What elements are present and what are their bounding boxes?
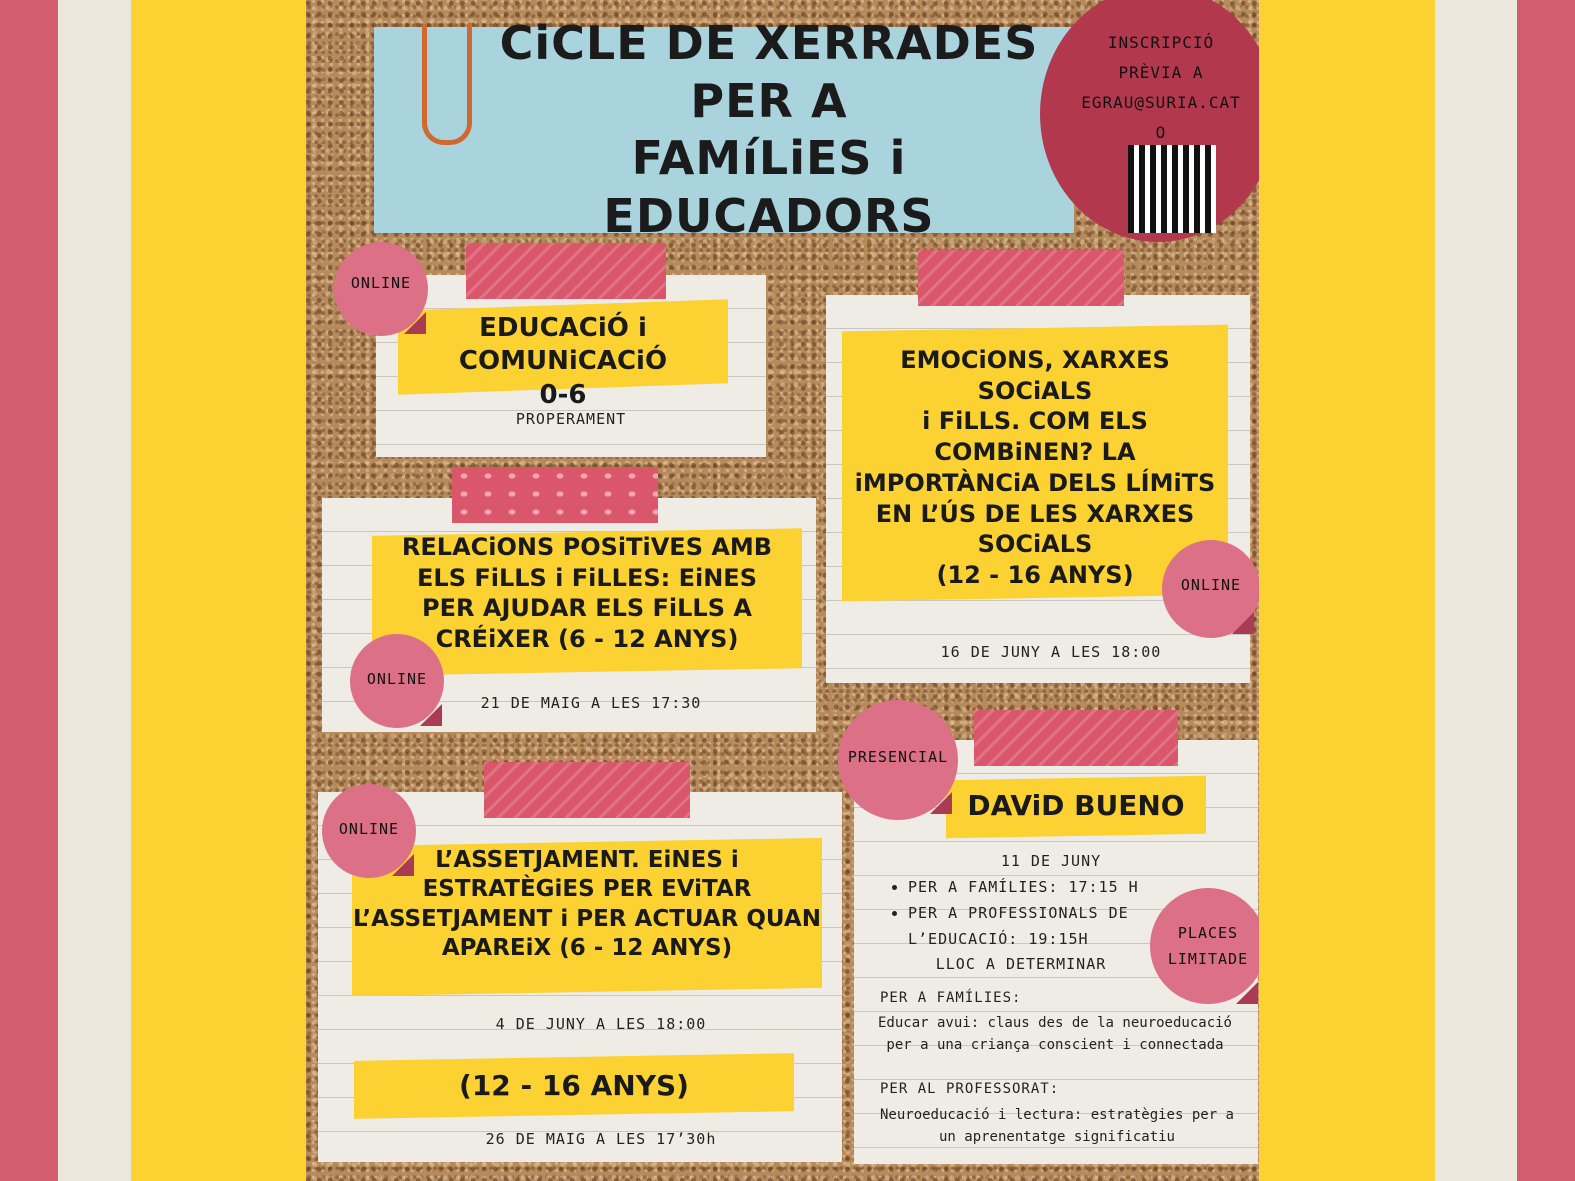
sticker-fold	[1232, 612, 1254, 634]
places-limited-label: PLACES LIMITADE	[1167, 924, 1249, 968]
teachers-label: PER AL PROFESSORAT:	[880, 1081, 1060, 1097]
tape-decoration	[918, 250, 1124, 306]
title-banner	[374, 16, 1074, 243]
talk-extra-date-3: 26 DE MAIG A LES 17’30h	[485, 1130, 717, 1148]
tape-decoration	[484, 762, 690, 818]
talk-mode-4: ONLINE	[1180, 576, 1242, 594]
sticker-fold	[1236, 982, 1258, 1004]
talk-mode-2: ONLINE	[366, 670, 428, 688]
talk-date-2: 21 DE MAIG A LES 17:30	[480, 694, 702, 712]
poster-title: CiCLE DE XERRADES PER A FAMíLiES i EDUCADORS	[499, 16, 1039, 243]
sticker-fold	[930, 792, 952, 814]
talk-mode-3: ONLINE	[338, 820, 400, 838]
talk-mode-1: ONLINE	[350, 274, 412, 292]
qr-code-icon[interactable]	[1128, 145, 1216, 233]
paperclip-icon	[422, 24, 472, 145]
tape-decoration	[452, 467, 658, 523]
schedule-list	[886, 874, 1178, 952]
families-label: PER A FAMÍLIES:	[880, 990, 1022, 1006]
talk-date-4: 16 DE JUNY A LES 18:00	[940, 643, 1162, 661]
talk-title-5: DAViD BUENO	[967, 789, 1185, 822]
registration-text: INSCRIPCIÓ PRÈVIA A EGRAU@SURIA.CAT O	[1081, 33, 1241, 142]
talk-date-3: 4 DE JUNY A LES 18:00	[495, 1015, 707, 1033]
venue: LLOC A DETERMINAR	[935, 955, 1107, 973]
talk-title-2: RELACiONS POSiTiVES AMB ELS FiLLS i FiLLES: EiNES PER AJUDAR ELS FiLLS A CRÉiXER (6 - 12 ANYS)	[401, 533, 773, 654]
talk-title-4: EMOCiONS, XARXES SOCiALS i FiLLS. COM ELS COMBiNEN? LA iMPORTÀNCiA DELS LÍMiTS EN L’ÚS DE LES XARXES SOCiALS (12 - 16 ANYS)	[854, 346, 1216, 590]
sticker-fold	[420, 704, 442, 726]
tape-decoration	[466, 243, 666, 299]
talk-extra-title-3: (12 - 16 ANYS)	[459, 1069, 689, 1102]
talk-date-5: 11 DE JUNY	[1000, 852, 1102, 870]
right-pink-stripe	[1517, 0, 1575, 1181]
sticker-fold	[392, 854, 414, 876]
schedule-item-families: • PER A FAMÍLIES: 17:15 H	[908, 874, 1178, 900]
talk-date-1: PROPERAMENT	[515, 410, 627, 428]
tape-decoration	[974, 710, 1178, 766]
cork-board-poster	[306, 0, 1259, 1181]
teachers-talk-description: Neuroeducació i lectura: estratègies per a un aprenentatge significatiu	[879, 1107, 1234, 1145]
left-cream-stripe	[58, 0, 131, 1181]
talk-mode-5: PRESENCIAL	[847, 748, 949, 766]
right-cream-stripe	[1435, 0, 1517, 1181]
sticker-fold	[404, 312, 426, 334]
left-pink-stripe	[0, 0, 58, 1181]
families-talk-description: Educar avui: claus des de la neuroeducació per a una criança conscient i connectada	[877, 1015, 1232, 1053]
talk-title-1: EDUCACiÓ i COMUNiCACiÓ 0-6	[458, 313, 668, 410]
talk-title-3: L’ASSETJAMENT. EiNES i ESTRATÈGiES PER EViTAR L’ASSETJAMENT i PER ACTUAR QUAN APAREiX (6 - 12 ANYS)	[353, 847, 821, 962]
schedule-item-professionals: • PER A PROFESSIONALS DE L’EDUCACIÓ: 19:15H	[908, 900, 1178, 952]
